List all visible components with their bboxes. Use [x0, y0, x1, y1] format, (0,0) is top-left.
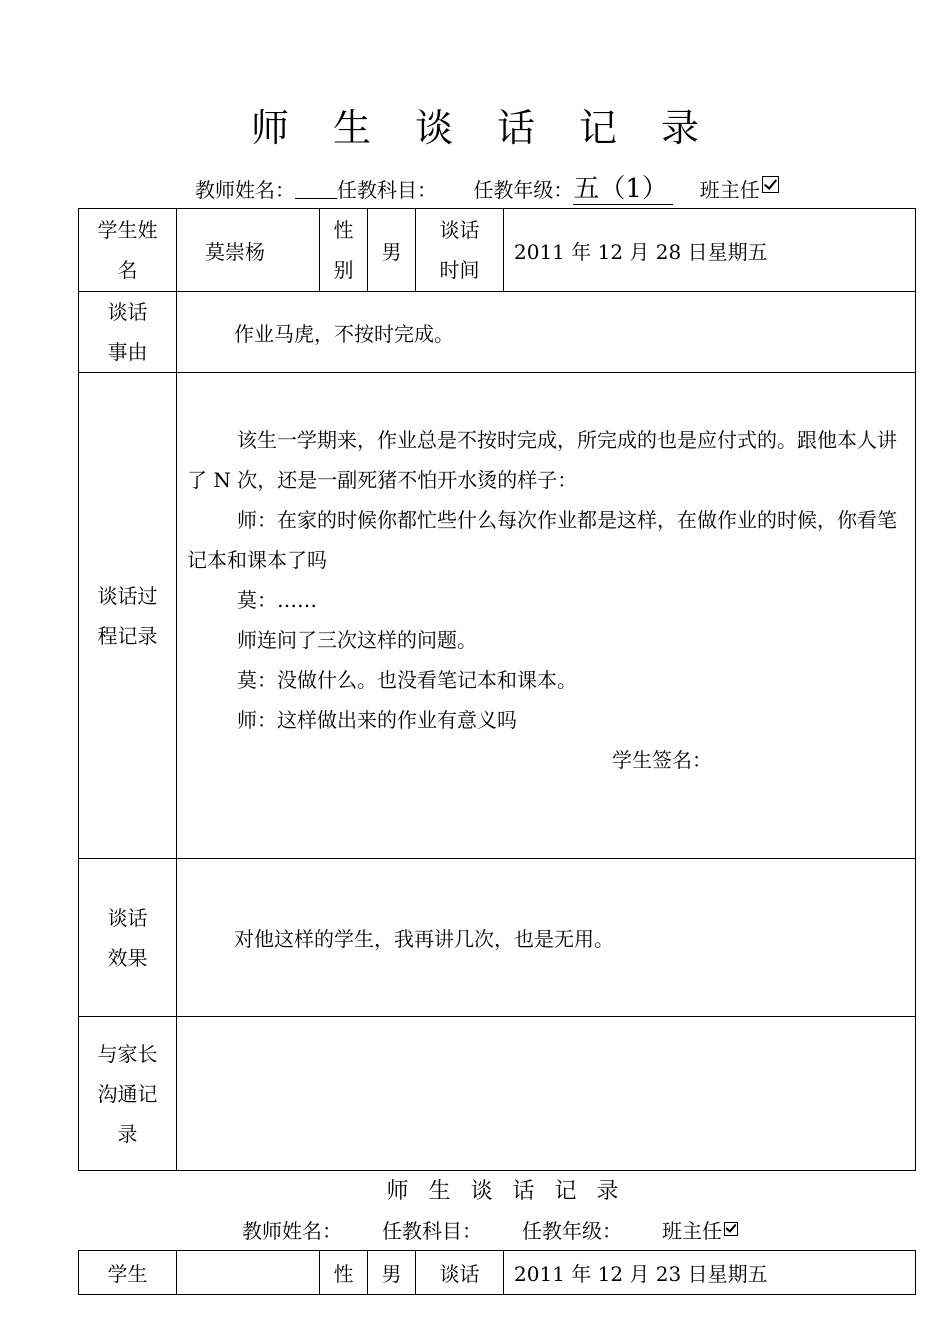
process-line: 师连问了三次这样的问题。 [237, 627, 477, 652]
student-name-label: 学生姓名 [79, 209, 177, 292]
second-talk-record-table [78, 1250, 916, 1295]
checked-box-icon [724, 1222, 738, 1236]
checked-box-icon [762, 176, 779, 193]
student-label: 学生 [79, 1251, 177, 1295]
title-char: 话 [512, 1179, 535, 1204]
title-char: 话 [497, 106, 536, 150]
title-char: 录 [596, 1179, 619, 1204]
talk-effect-label: 谈话效果 [79, 859, 177, 1017]
title-char: 师 [250, 106, 289, 150]
process-paragraph: 师：在家的时候你都忙些什么每次作业都是这样，在做作业的时候，你看笔记本和课本了吗 [187, 507, 897, 572]
talk-time-value: 2011 年 12 月 23 日星期五 [504, 1251, 916, 1295]
talk-time-value: 2011 年 12 月 28 日星期五 [504, 209, 916, 292]
talk-effect-value: 对他这样的学生，我再讲几次，也是无用。 [177, 859, 916, 1017]
title-char: 谈 [470, 1179, 493, 1204]
talk-process-record [177, 373, 916, 859]
process-line: 师：这样做出来的作业有意义吗 [237, 707, 517, 732]
grade-label: 任教年级： [522, 1219, 622, 1243]
title-char: 记 [579, 106, 618, 150]
talk-reason-label: 谈话事由 [79, 292, 177, 373]
gender-label: 性别 [320, 209, 368, 292]
talk-record-table [78, 208, 916, 1171]
grade-value: 五（1） [573, 174, 673, 205]
process-paragraph: 该生一学期来，作业总是不按时完成，所完成的也是应付式的。跟他本人讲了 N 次，还是一副死猪不怕开水烫的样子： [187, 427, 897, 492]
title-char: 生 [332, 106, 371, 150]
homeroom-label: 班主任 [662, 1219, 722, 1243]
parent-communication-label: 与家长沟通记录 [79, 1017, 177, 1171]
second-page-title [0, 1175, 950, 1209]
title-char: 师 [386, 1179, 409, 1204]
student-signature-label: 学生签名： [612, 747, 712, 772]
title-char: 生 [428, 1179, 451, 1204]
teacher-name-field [295, 176, 337, 199]
homeroom-label: 班主任 [699, 178, 760, 202]
gender-value: 男 [368, 1251, 416, 1295]
subject-label: 任教科目： [337, 178, 437, 202]
talk-time-label: 谈话 [416, 1251, 504, 1295]
header-info [195, 170, 779, 210]
student-name-value: 莫崇杨 [177, 209, 320, 292]
process-line: 莫：没做什么。也没看笔记本和课本。 [237, 667, 577, 692]
talk-time-label: 谈话时间 [416, 209, 504, 292]
gender-label: 性 [320, 1251, 368, 1295]
teacher-label: 教师姓名： [242, 1219, 342, 1243]
parent-communication-value [177, 1017, 916, 1171]
talk-process-label: 谈话过程记录 [79, 373, 177, 859]
talk-reason-value: 作业马虎，不按时完成。 [177, 292, 916, 373]
page-title [0, 100, 950, 156]
title-char: 谈 [414, 106, 453, 150]
title-char: 记 [554, 1179, 577, 1204]
second-header-info [242, 1211, 738, 1251]
student-name-value [177, 1251, 320, 1295]
process-line: 莫：…… [237, 587, 317, 612]
subject-label: 任教科目： [382, 1219, 482, 1243]
gender-value: 男 [368, 209, 416, 292]
teacher-label: 教师姓名： [195, 178, 295, 202]
title-char: 录 [661, 106, 700, 150]
grade-label: 任教年级： [473, 178, 574, 202]
